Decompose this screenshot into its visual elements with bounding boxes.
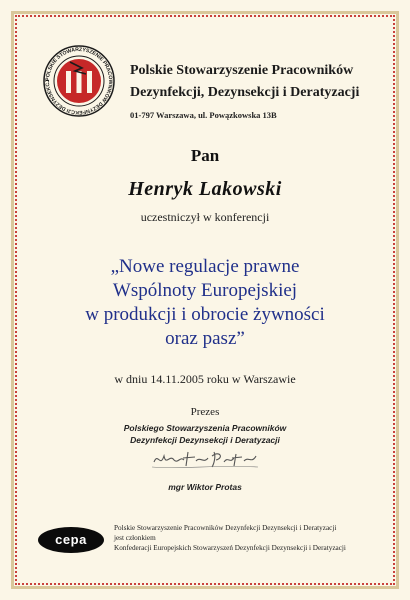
conference-title	[20, 255, 390, 351]
organization-name-line2: Dezynfekcji, Dezynsekcji i Deratyzacji	[130, 85, 360, 100]
signatory-org-line2: Dezynfekcji Dezynsekcji i Deratyzacji	[130, 435, 280, 445]
organization-name-line1: Polskie Stowarzyszenie Pracowników	[130, 63, 354, 78]
handwritten-signature	[150, 446, 260, 472]
participation-text: uczestniczył w konferencji	[140, 210, 270, 224]
conference-title-line4: oraz pasz”	[165, 328, 245, 349]
signatory-organization	[20, 422, 390, 446]
recipient-name: Henryk Lakowski	[128, 178, 282, 200]
membership-note	[114, 523, 380, 553]
organization-address: 01-797 Warszawa, ul. Powązkowska 13B	[130, 110, 277, 120]
organization-name	[130, 60, 370, 104]
signatory-role: Prezes	[190, 406, 220, 418]
cepa-logo: cepa	[38, 527, 104, 553]
conference-title-line2: Wspólnoty Europejskiej	[112, 280, 298, 301]
signatory-org-line1: Polskiego Stowarzyszenia Pracowników	[123, 423, 287, 433]
conference-title-line3: w produkcji i obrocie żywności	[85, 304, 325, 325]
membership-line3: Konfederacji Europejskich Stowarzyszeń Dezynfekcji Dezynsekcji i Deratyzacji	[114, 544, 346, 552]
date-place: w dniu 14.11.2005 roku w Warszawie	[114, 372, 296, 386]
membership-line1: Polskie Stowarzyszenie Pracowników Dezynfekcji Dezynsekcji i Deratyzacji	[114, 524, 337, 532]
signatory-name: mgr Wiktor Protas	[168, 482, 242, 492]
conference-title-line1: „Nowe regulacje prawne	[110, 256, 300, 277]
membership-line2: jest członkiem	[114, 534, 156, 542]
logo-ring-text: POLSKIE STOWARZYSZENIE PRACOWNIKÓW DEZYNFEKCJI DEZYNSEKCJ	[44, 46, 114, 116]
organization-logo	[42, 44, 116, 118]
salutation: Pan	[190, 146, 220, 165]
